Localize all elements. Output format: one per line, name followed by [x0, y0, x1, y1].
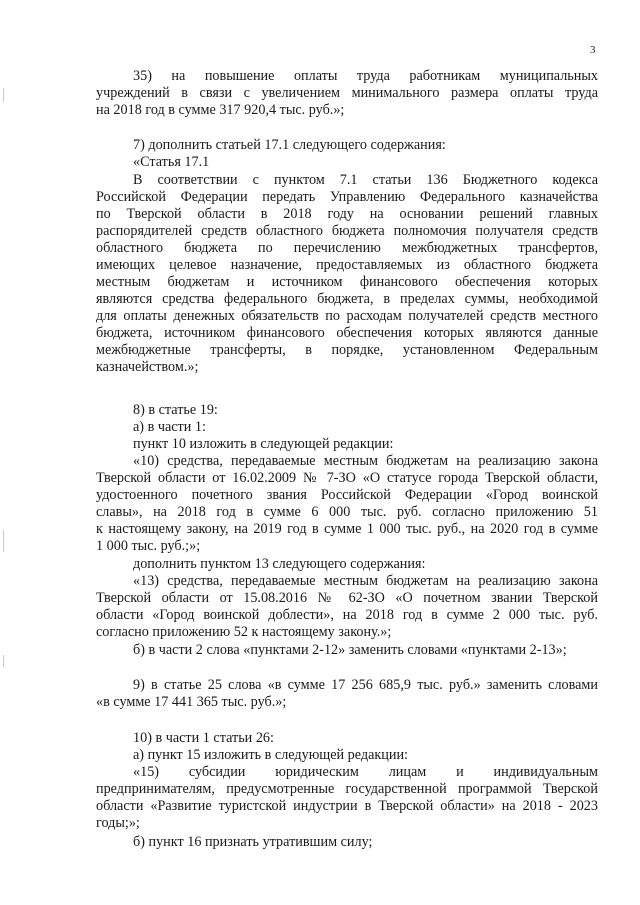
- text-line: бюджета, источником финансового обеспечения которых являются данные: [96, 325, 598, 341]
- text-line: славы», на 2018 год в сумме 6 000 тыс. руб. согласно приложению 51: [96, 504, 598, 520]
- text-line: распорядителей средств областного бюджета полномочия получателя средств: [96, 223, 598, 239]
- text-line: 9) в статье 25 слова «в сумме 17 256 685,9 тыс. руб.» заменить словами: [133, 677, 598, 693]
- text-line: Тверской области от 15.08.2016 № 62-ЗО «О почетном звании Тверской: [96, 590, 598, 606]
- text-line: согласно приложению 52 к настоящему закону.»;: [96, 624, 392, 640]
- text-line: местным бюджетам и источником финансового обеспечения которых: [96, 274, 598, 290]
- text-line: 7) дополнить статьей 17.1 следующего содержания:: [133, 137, 446, 153]
- text-line: 1 000 тыс. руб.;»;: [96, 538, 201, 554]
- text-line: б) пункт 16 признать утратившим силу;: [133, 834, 373, 850]
- text-line: Тверской области от 16.02.2009 № 7-ЗО «О статусе города Тверской области,: [96, 470, 598, 486]
- text-line: годы;»;: [96, 815, 140, 831]
- text-line: 8) в статье 19:: [133, 402, 218, 418]
- page-number: 3: [590, 44, 596, 56]
- text-line: областного бюджета по перечислению межбюджетных трансфертов,: [96, 240, 598, 256]
- text-line: удостоенного почетного звания Российской Федерации «Город воинской: [96, 487, 598, 503]
- text-line: «в сумме 17 441 365 тыс. руб.»;: [96, 694, 287, 710]
- text-line: предпринимателям, предусмотренные государственной программой Тверской: [96, 781, 598, 797]
- text-line: «13) средства, передаваемые местным бюджетам на реализацию закона: [133, 573, 598, 589]
- text-line: казначейством.»;: [96, 359, 199, 375]
- text-line: «10) средства, передаваемые местным бюджетам на реализацию закона: [133, 453, 598, 469]
- text-line: для оплаты денежных обязательств по расходам получателей средств местного: [96, 308, 598, 324]
- text-line: 10) в части 1 статьи 26:: [133, 730, 274, 746]
- scan-mark: [3, 655, 4, 667]
- text-line: области «Развитие туристской индустрии в Тверской области» на 2018 - 2023: [96, 798, 598, 814]
- text-line: межбюджетные трансферты, в порядке, установленном Федеральным: [96, 342, 598, 358]
- text-line: «15) субсидии юридическим лицам и индивидуальным: [133, 764, 598, 780]
- scan-mark: [3, 88, 4, 102]
- text-line: Российской Федерации передать Управлению Федерального казначейства: [96, 189, 598, 205]
- text-line: б) в части 2 слова «пунктами 2-12» заменить словами «пунктами 2-13»;: [133, 642, 567, 658]
- text-line: имеющих целевое назначение, предоставляемых из областного бюджета: [96, 257, 598, 273]
- text-line: дополнить пунктом 13 следующего содержания:: [133, 556, 426, 572]
- text-line: 35) на повышение оплаты труда работникам муниципальных: [133, 68, 598, 84]
- text-line: «Статья 17.1: [133, 154, 210, 170]
- text-line: а) в части 1:: [133, 419, 206, 435]
- text-line: на 2018 год в сумме 317 920,4 тыс. руб.»;: [96, 102, 345, 118]
- text-line: области «Город воинской доблести», на 2018 год в сумме 2 000 тыс. руб.: [96, 607, 598, 623]
- text-line: к настоящему закону, на 2019 год в сумме 1 000 тыс. руб., на 2020 год в сумме: [96, 521, 598, 537]
- scan-mark: [3, 530, 4, 552]
- text-line: а) пункт 15 изложить в следующей редакции:: [133, 747, 408, 763]
- text-line: являются средства федерального бюджета, в пределах суммы, необходимой: [96, 291, 598, 307]
- text-line: пункт 10 изложить в следующей редакции:: [133, 436, 394, 452]
- text-line: по Тверской области в 2018 году на основании решений главных: [96, 206, 598, 222]
- text-line: учреждений в связи с увеличением минимального размера оплаты труда: [96, 85, 598, 101]
- text-line: В соответствии с пунктом 7.1 статьи 136 Бюджетного кодекса: [133, 172, 598, 188]
